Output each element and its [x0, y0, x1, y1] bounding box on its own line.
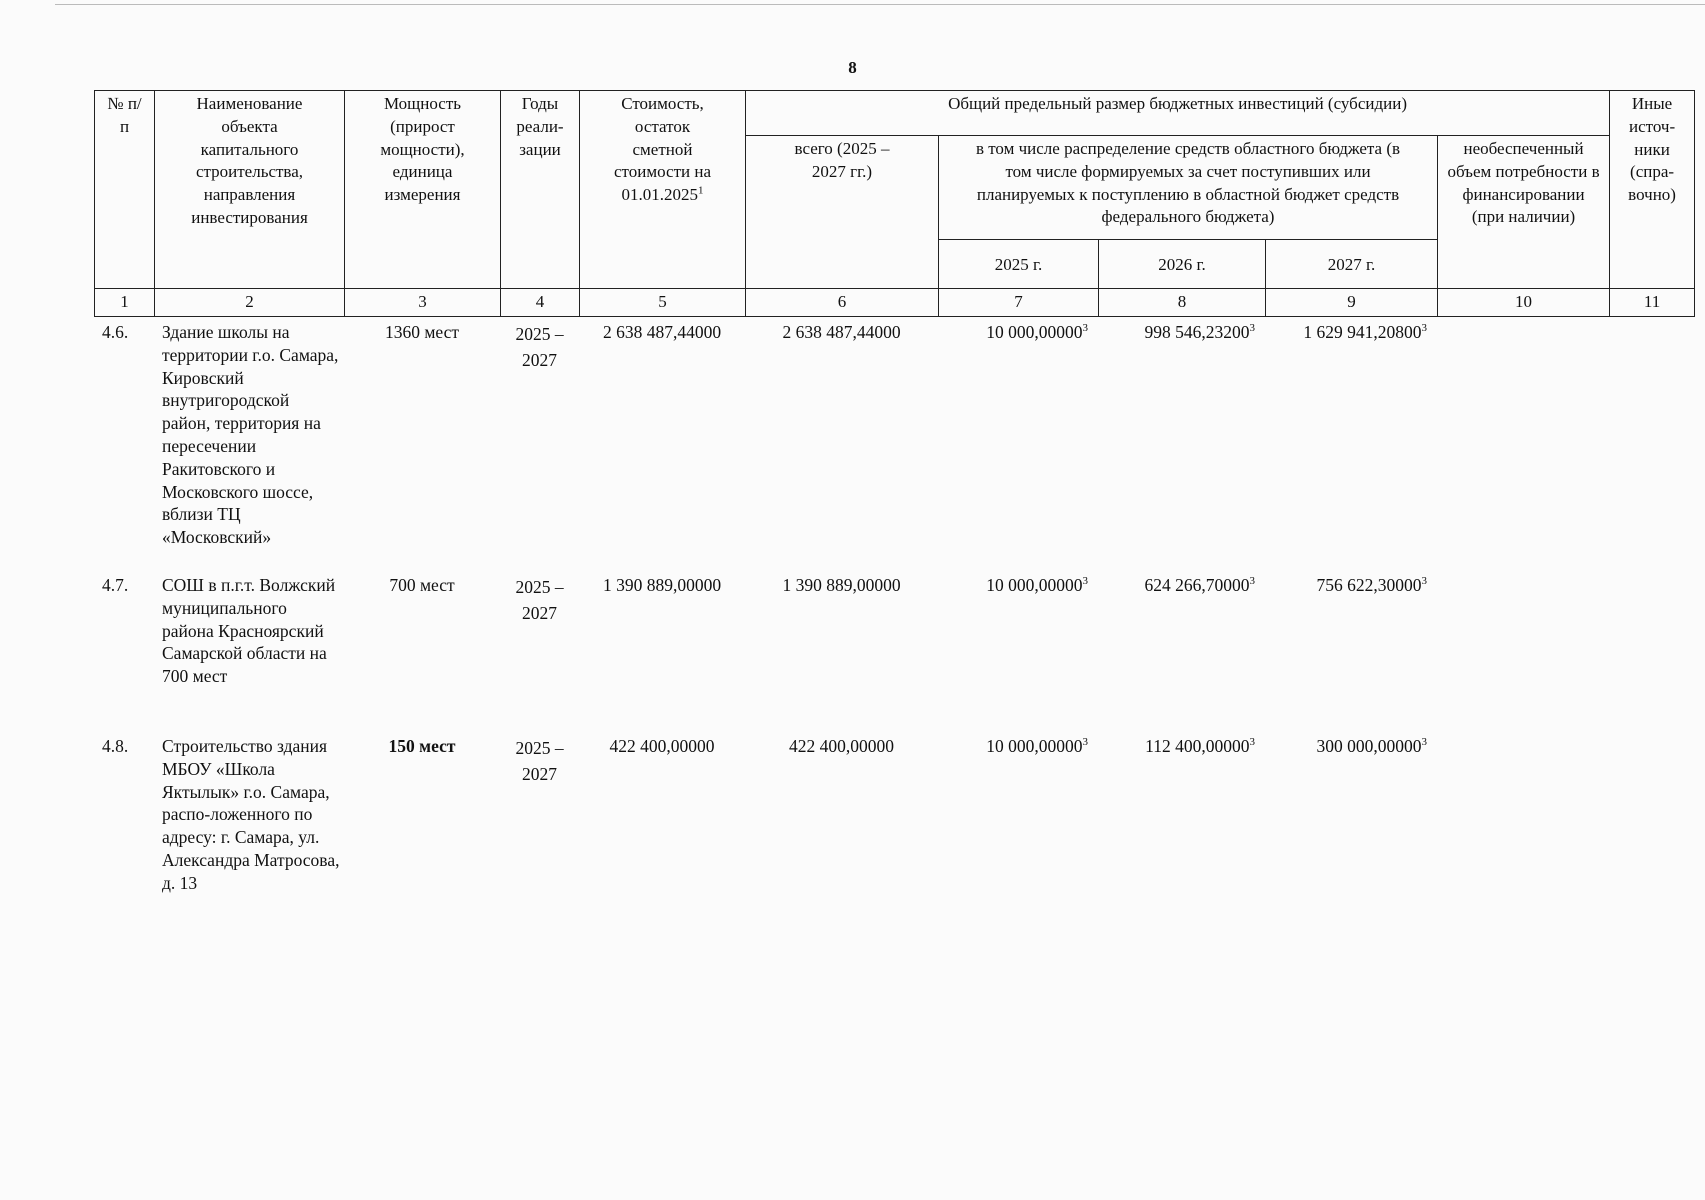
header-total: всего (2025 – 2027 гг.) [746, 136, 939, 289]
row-2026: 624 266,70000$^3$ [1144, 575, 1255, 595]
row-total: 1 390 889,00000 [782, 575, 901, 595]
column-number: 7 [939, 289, 1099, 317]
row-object-name: Строительство здания МБОУ «Школа Яктылык» г.о. Самара, распо-ложенного по адресу: г. Самара, ул. Александра Матросова, д. 13 [162, 736, 340, 893]
header-object-name: Наименование объекта капитального строительства, направления инвестирования [155, 91, 345, 289]
column-number: 8 [1099, 289, 1266, 317]
scan-top-edge [55, 4, 1705, 5]
header-year-2027: 2027 г. [1266, 240, 1438, 289]
header-other-sources: Иные источ-ники (спра-вочно) [1610, 91, 1695, 289]
row-cost: 1 390 889,00000 [602, 575, 722, 595]
data-table [94, 321, 1694, 919]
header-investment-group: Общий предельный размер бюджетных инвестиций (субсидии) [746, 91, 1610, 136]
row-2026: 998 546,23200$^3$ [1144, 322, 1255, 342]
row-2025: 10 000,00000$^3$ [986, 322, 1088, 342]
row-number: 4.7. [102, 575, 129, 595]
row-other-sources [1609, 735, 1694, 919]
row-other-sources [1609, 574, 1694, 735]
row-2027: 300 000,00000$^3$ [1316, 736, 1427, 756]
header-cost: Стоимость, остаток сметной стоимости на 01.01.2025$^1$ [580, 91, 746, 289]
page-number: 8 [848, 58, 857, 77]
table-row [94, 735, 1694, 919]
row-capacity: 1360 мест [384, 322, 460, 342]
row-unfunded [1437, 321, 1609, 574]
row-capacity: 150 мест [388, 736, 456, 756]
row-2026: 112 400,00000$^3$ [1145, 736, 1255, 756]
column-number: 10 [1438, 289, 1610, 317]
row-2027: 1 629 941,20800$^3$ [1303, 322, 1427, 342]
header-year-2025: 2025 г. [939, 240, 1099, 289]
row-object-name: Здание школы на территории г.о. Самара, Кировский внутригородской район, территория на пересечении Ракитовского и Московского шоссе, вблизи ТЦ «Московский» [162, 322, 339, 548]
row-number: 4.8. [102, 736, 129, 756]
column-number: 6 [746, 289, 939, 317]
row-2025: 10 000,00000$^3$ [986, 575, 1088, 595]
column-number: 11 [1610, 289, 1695, 317]
row-other-sources [1609, 321, 1694, 574]
header-num: № п/п [95, 91, 155, 289]
row-object-name: СОШ в п.г.т. Волжский муниципального района Красноярский Самарской области на 700 мест [162, 575, 336, 687]
column-number: 1 [95, 289, 155, 317]
header-capacity: Мощность (прирост мощности), единица измерения [345, 91, 501, 289]
row-total: 422 400,00000 [789, 736, 894, 756]
header-years: Годы реали-зации [501, 91, 580, 289]
header-year-2026: 2026 г. [1099, 240, 1266, 289]
row-2025: 10 000,00000$^3$ [986, 736, 1088, 756]
column-number: 2 [155, 289, 345, 317]
column-number: 3 [345, 289, 501, 317]
column-number: 4 [501, 289, 580, 317]
header-table [94, 90, 1695, 317]
row-cost: 422 400,00000 [609, 736, 715, 756]
row-years: 2025 – 2027 [515, 324, 564, 370]
row-capacity: 700 мест [389, 575, 455, 595]
row-years: 2025 – 2027 [515, 738, 564, 784]
row-unfunded [1437, 735, 1609, 919]
column-number: 9 [1266, 289, 1438, 317]
row-total: 2 638 487,44000 [782, 322, 901, 342]
column-number: 5 [580, 289, 746, 317]
row-2027: 756 622,30000$^3$ [1316, 575, 1427, 595]
row-years: 2025 – 2027 [515, 577, 564, 623]
header-regional-budget: в том числе распределение средств областного бюджета (в том числе формируемых за счет поступивших или планируемых к поступлению в областной бюджет средств федерального бюджета) [939, 136, 1438, 240]
header-unfunded: необеспеченный объем потребности в финансировании (при наличии) [1438, 136, 1610, 289]
row-number: 4.6. [102, 322, 129, 342]
row-unfunded [1437, 574, 1609, 735]
table-row [94, 321, 1694, 574]
table-row [94, 574, 1694, 735]
row-cost: 2 638 487,44000 [602, 322, 722, 342]
